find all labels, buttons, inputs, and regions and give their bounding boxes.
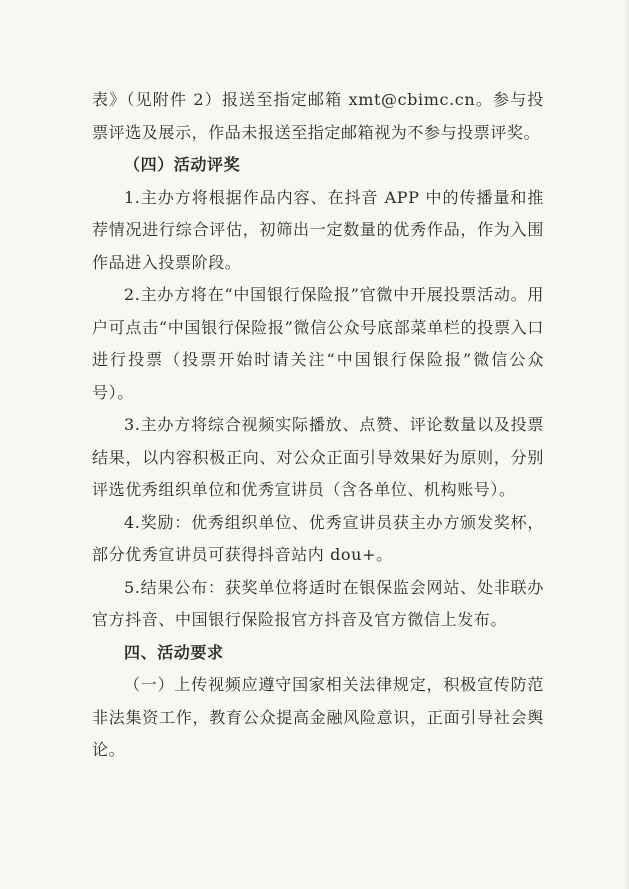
section-heading-requirements: 四、活动要求	[124, 642, 224, 662]
document-body	[92, 84, 544, 767]
paragraph-award-item-5: 5.结果公布：获奖单位将适时在银保监会网站、处非联办官方抖音、中国银行保险报官方抖音及官方微信上发布。	[92, 577, 544, 629]
paragraph-award-item-4: 4.奖励：优秀组织单位、优秀宣讲员获主办方颁发奖杯，部分优秀宣讲员可获得抖音站内 dou+。	[92, 512, 544, 564]
paragraph-requirement-1: （一）上传视频应遵守国家相关法律规定，积极宣传防范非法集资工作，教育公众提高金融风险意识，正面引导社会舆论。	[92, 675, 544, 759]
paragraph-submission-note: 表》（见附件 2）报送至指定邮箱 xmt@cbimc.cn。参与投票评选及展示，作品未报送至指定邮箱视为不参与投票评奖。	[92, 90, 544, 142]
subheading-activity-awards: （四）活动评奖	[124, 155, 241, 174]
paragraph-award-item-2: 2.主办方将在“中国银行保险报”官微中开展投票活动。用户可点击“中国银行保险报”微信公众号底部菜单栏的投票入口进行投票（投票开始时请关注“中国银行保险报”微信公众号）。	[92, 285, 544, 402]
paragraph-award-item-1: 1.主办方将根据作品内容、在抖音 APP 中的传播量和推荐情况进行综合评估，初筛出一定数量的优秀作品，作为入围作品进入投票阶段。	[92, 187, 544, 272]
paragraph-award-item-3: 3.主办方将综合视频实际播放、点赞、评论数量以及投票结果，以内容积极正向、对公众正面引导效果好为原则，分别评选优秀组织单位和优秀宣讲员（含各单位、机构账号）。	[92, 415, 544, 499]
page-edge-shadow	[623, 0, 629, 889]
